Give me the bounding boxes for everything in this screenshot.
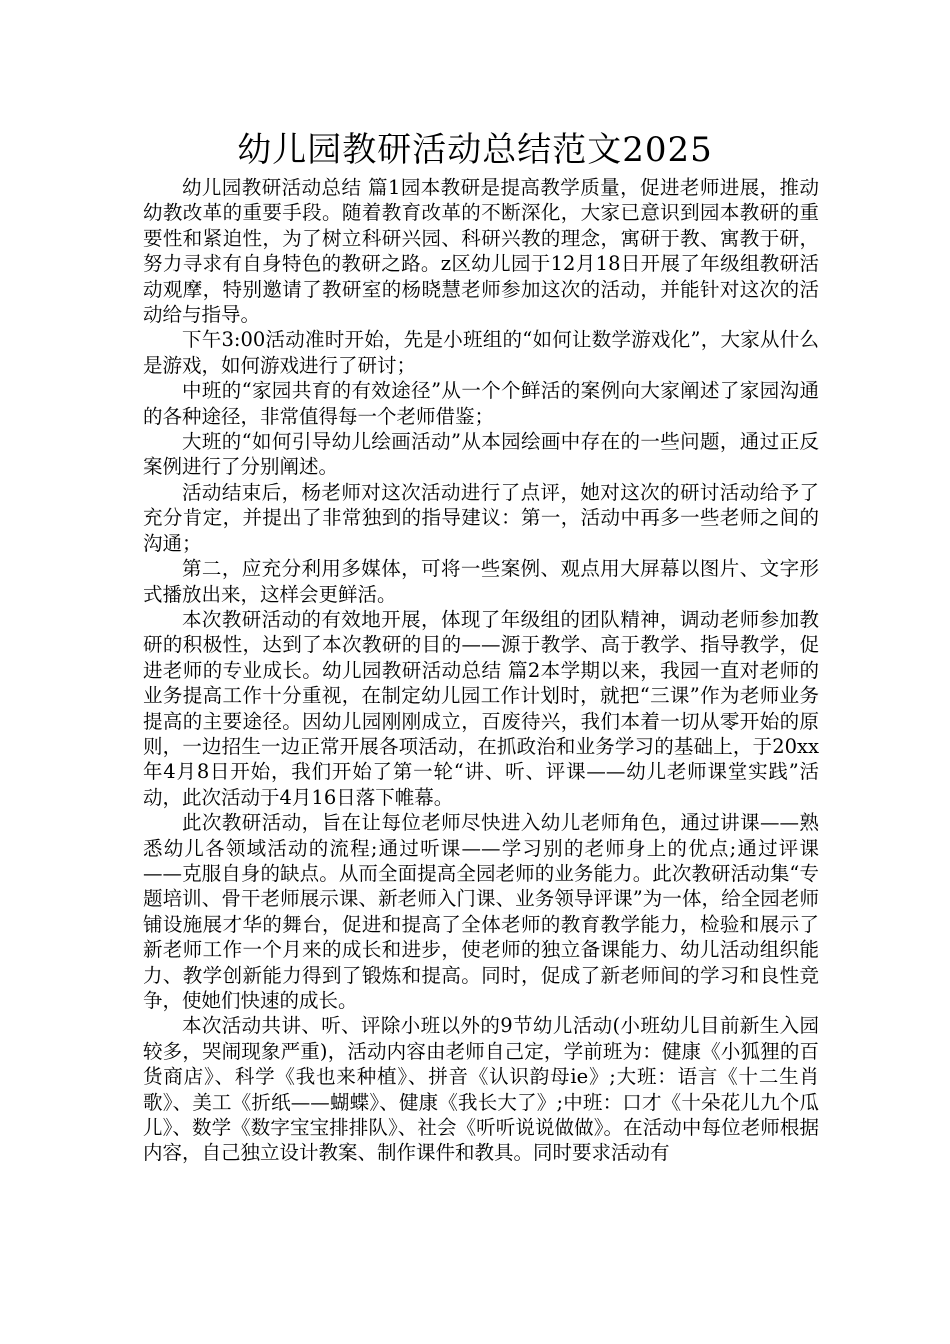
paragraph-7: 本次教研活动的有效地开展，体现了年级组的团队精神，调动老师参加教研的积极性，达到了本次教研的目的——源于教学、高于教学、指导教学，促进老师的专业成长。幼儿园教研活动总结 篇2本学期以来，我园一直对老师的业务提高工作十分重视，在制定幼儿园工作计划时，就把“三课”作为老师业务提高的主要途径。因幼儿园刚刚成立，百废待兴，我们本着一切从零开始的原则，一边招生一边正常开展各项活动，在抓政治和业务学习的基础上，于20xx年4月8日开始，我们开始了第一轮“讲、听、评课——幼儿老师课堂实践”活动，此次活动于4月16日落下帷幕。 xyxy=(143,607,819,809)
paragraph-3: 中班的“家园共育的有效途径”从一个个鲜活的案例向大家阐述了家园沟通的各种途径，非常值得每一个老师借鉴； xyxy=(143,379,819,428)
paragraph-8: 此次教研活动，旨在让每位老师尽快进入幼儿老师角色，通过讲课——熟悉幼儿各领域活动的流程;通过听课——学习别的老师身上的优点;通过评课——克服自身的缺点。从而全面提高全园老师的业务能力。此次教研活动集“专题培训、骨干老师展示课、新老师入门课、业务领导评课”为一体，给全园老师铺设施展才华的舞台，促进和提高了全体老师的教育教学能力，检验和展示了新老师工作一个月来的成长和进步，使老师的独立备课能力、幼儿活动组织能力、教学创新能力得到了锻炼和提高。同时，促成了新老师间的学习和良性竞争，使她们快速的成长。 xyxy=(143,811,819,1012)
paragraph-4: 大班的“如何引导幼儿绘画活动”从本园绘画中存在的一些问题，通过正反案例进行了分别阐述。 xyxy=(143,430,819,479)
paragraph-9: 本次活动共讲、听、评除小班以外的9节幼儿活动(小班幼儿目前新生入园较多，哭闹现象严重)，活动内容由老师自己定，学前班为：健康《小狐狸的百货商店》、科学《我也来种植》、拼音《认识韵母ie》;大班：语言《十二生肖歌》、美工《折纸——蝴蝶》、健康《我长大了》;中班：口才《十朵花儿九个瓜儿》、数学《数字宝宝排排队》、社会《听听说说做做》。在活动中每位老师根据内容，自己独立设计教案、制作课件和教具。同时要求活动有 xyxy=(143,1014,819,1165)
document-body xyxy=(143,175,819,1166)
paragraph-6: 第二，应充分利用多媒体，可将一些案例、观点用大屏幕以图片、文字形式播放出来，这样会更鲜活。 xyxy=(143,557,819,606)
paragraph-2: 下午3:00活动准时开始，先是小班组的“如何让数学游戏化”，大家从什么是游戏，如何游戏进行了研讨； xyxy=(143,328,819,377)
paragraph-1: 幼儿园教研活动总结 篇1园本教研是提高教学质量，促进老师进展，推动幼教改革的重要手段。随着教育改革的不断深化，大家已意识到园本教研的重要性和紧迫性，为了树立科研兴园、科研兴教的理念，寓研于教、寓教于研，努力寻求有自身特色的教研之路。z区幼儿园于12月18日开展了年级组教研活动观摩，特别邀请了教研室的杨晓慧老师参加这次的活动，并能针对这次的活动给与指导。 xyxy=(143,176,819,327)
paragraph-5: 活动结束后，杨老师对这次活动进行了点评，她对这次的研讨活动给予了充分肯定，并提出了非常独到的指导建议：第一，活动中再多一些老师之间的沟通； xyxy=(143,480,819,555)
document-title: 幼儿园教研活动总结范文2025 xyxy=(237,130,713,170)
